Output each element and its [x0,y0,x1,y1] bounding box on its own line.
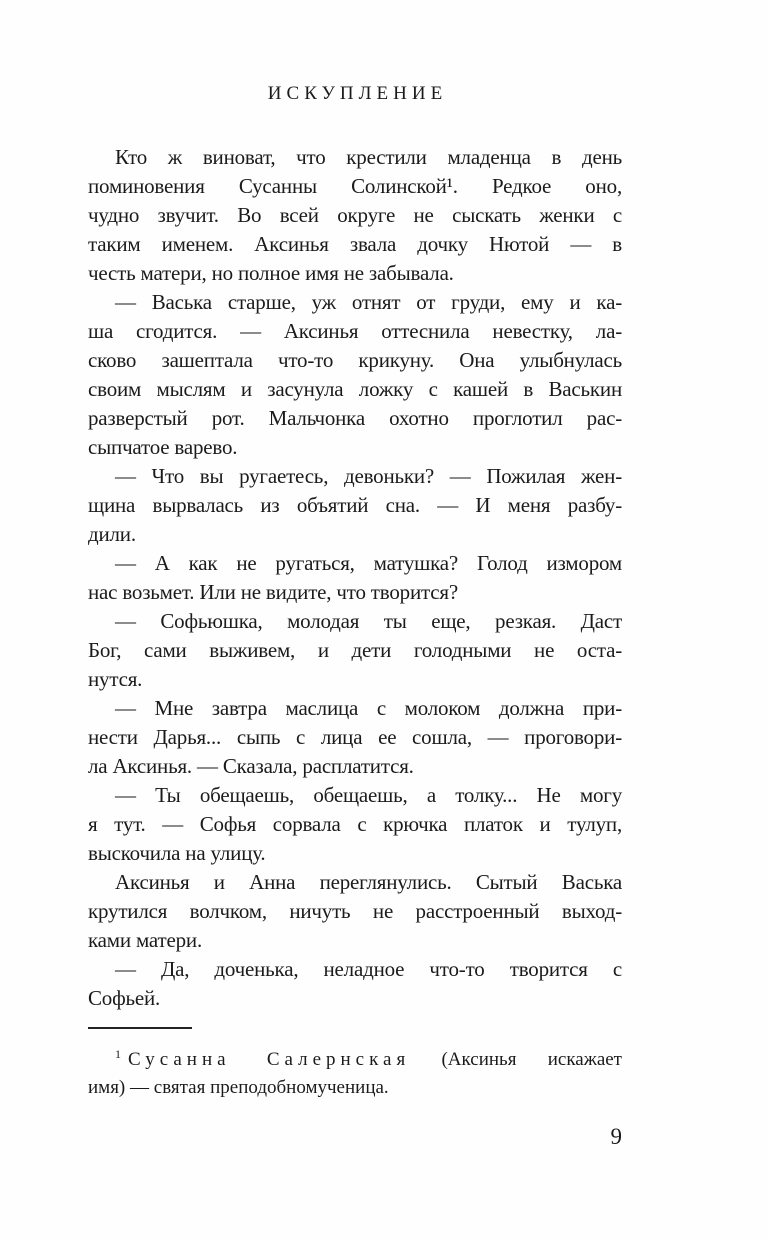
footnote-line-2: имя) — святая преподобномученица. [88,1077,389,1098]
text-line: сыпчатое варево. [88,435,238,459]
text-line: Кто ж виноват, что крестили младенца в день [115,145,622,169]
text-line: нести Дарья... сыпь с лица ее сошла, — проговори- [88,725,622,749]
paragraph [88,549,622,607]
text-line: — Васька старше, уж отнят от груди, ему и ка- [115,290,622,314]
paragraph [88,607,622,694]
text-line: ками матери. [88,928,202,952]
text-line: Софьей. [88,986,161,1010]
footnote-line-1 [88,1040,622,1074]
text-line: таким именем. Аксинья звала дочку Нютой — в [88,232,622,256]
text-line: выскочила на улицу. [88,841,266,865]
text-line: разверстый рот. Мальчонка охотно проглотил рас- [88,406,622,430]
paragraph [88,462,622,549]
text-line: — Софьюшка, молодая ты еще, резкая. Даст [115,609,622,633]
text-line: честь матери, но полное имя не забывала. [88,261,454,285]
text-line: ла Аксинья. — Сказала, расплатится. [88,754,414,778]
paragraph [88,694,622,781]
paragraph [88,781,622,868]
paragraph [88,143,622,288]
text-column [88,0,622,1150]
footnote [88,1040,622,1102]
text-line: — Да, доченька, неладное что-то творится с [115,957,622,981]
text-line: поминовения Сусанны Солинской¹. Редкое оно, [88,174,622,198]
footnote-line-1-rest: (Аксинья искажает [441,1049,622,1070]
text-line: щина вырвалась из объятий сна. — И меня разбу- [88,493,622,517]
paragraph [88,955,622,1013]
page-number: 9 [610,1124,622,1149]
page-title: ИСКУПЛЕНИЕ [267,83,448,104]
footnote-separator [88,1027,192,1029]
paragraph [88,868,622,955]
text-line: — Ты обещаешь, обещаешь, а толку... Не могу [115,783,622,807]
text-line: нутся. [88,667,143,691]
text-line: крутился волчком, ничуть не расстроенный выход- [88,899,622,923]
text-line: — А как не ругаться, матушка? Голод измором [115,551,622,575]
footnote-saint-name: Сусанна Салернская [128,1049,411,1070]
text-line: нас возьмет. Или не видите, что творится? [88,580,458,604]
footnote-marker: 1 [115,1047,121,1061]
body-text [88,143,622,1013]
text-line: своим мыслям и засунула ложку с кашей в Васькин [88,377,622,401]
text-line: — Что вы ругаетесь, девоньки? — Пожилая жен- [115,464,622,488]
text-line: Бог, сами выживем, и дети голодными не оста- [88,638,622,662]
text-line: сково зашептала что-то крикуну. Она улыбнулась [88,348,622,372]
text-line: — Мне завтра маслица с молоком должна при- [115,696,622,720]
text-line: Аксинья и Анна переглянулись. Сытый Васька [115,870,622,894]
text-line: я тут. — Софья сорвала с крючка платок и тулуп, [88,812,622,836]
paragraph [88,288,622,462]
text-line: дили. [88,522,136,546]
text-line: чудно звучит. Во всей округе не сыскать женки с [88,203,622,227]
text-line: ша сгодится. — Аксинья оттеснила невестку, ла- [88,319,622,343]
